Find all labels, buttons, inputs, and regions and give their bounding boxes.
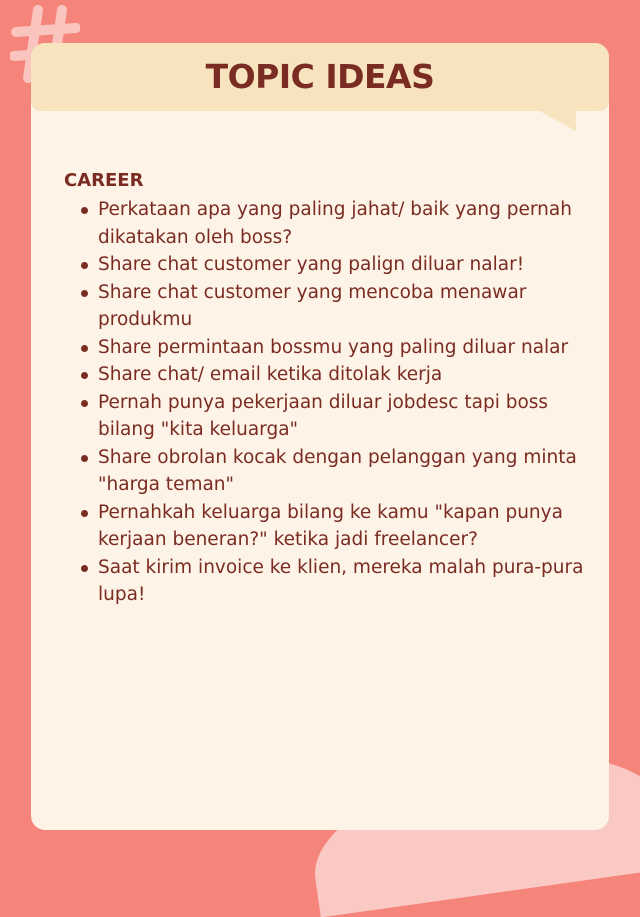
list-item-text: Share permintaan bossmu yang paling diluar nalar: [98, 336, 569, 358]
list-item-text: Perkataan apa yang paling jahat/ baik yang pernah dikatakan oleh boss?: [98, 199, 572, 248]
bullet-icon: [81, 207, 88, 214]
bullet-icon: [81, 290, 88, 297]
page-title: TOPIC IDEAS: [205, 57, 435, 96]
list-item: [79, 499, 589, 554]
list-item-text: Share chat customer yang palign diluar nalar!: [98, 254, 525, 275]
list-item: [79, 279, 589, 334]
bullet-icon: [81, 565, 88, 572]
list-item: [79, 554, 589, 609]
bullet-icon: [81, 400, 88, 407]
bullet-icon: [81, 345, 88, 352]
list-item-text: Pernah punya pekerjaan diluar jobdesc tapi boss bilang "kita keluarga": [98, 391, 549, 440]
bullet-icon: [81, 455, 88, 462]
list-item-text: Share obrolan kocak dengan pelanggan yang minta "harga teman": [98, 446, 577, 495]
list-item: [79, 361, 589, 389]
list-item-text: Share chat/ email ketika ditolak kerja: [98, 364, 443, 385]
topic-card: [31, 43, 609, 830]
list-item-text: Saat kirim invoice ke klien, mereka malah pura-pura lupa!: [98, 556, 584, 605]
list-item-text: Pernahkah keluarga bilang ke kamu "kapan punya kerjaan beneran?" ketika jadi freelancer?: [98, 501, 563, 550]
list-item-text: Share chat customer yang mencoba menawar produkmu: [98, 281, 527, 330]
banner-tail: [536, 109, 576, 131]
section-title: CAREER: [64, 170, 144, 191]
title-banner: [31, 43, 609, 111]
list-item: [79, 196, 589, 251]
bullet-icon: [81, 262, 88, 269]
bullet-icon: [81, 510, 88, 517]
list-item: [79, 334, 589, 362]
bullet-icon: [81, 372, 88, 379]
list-item: [79, 444, 589, 499]
topic-list: [79, 196, 589, 609]
list-item: [79, 251, 589, 279]
list-item: [79, 389, 589, 444]
